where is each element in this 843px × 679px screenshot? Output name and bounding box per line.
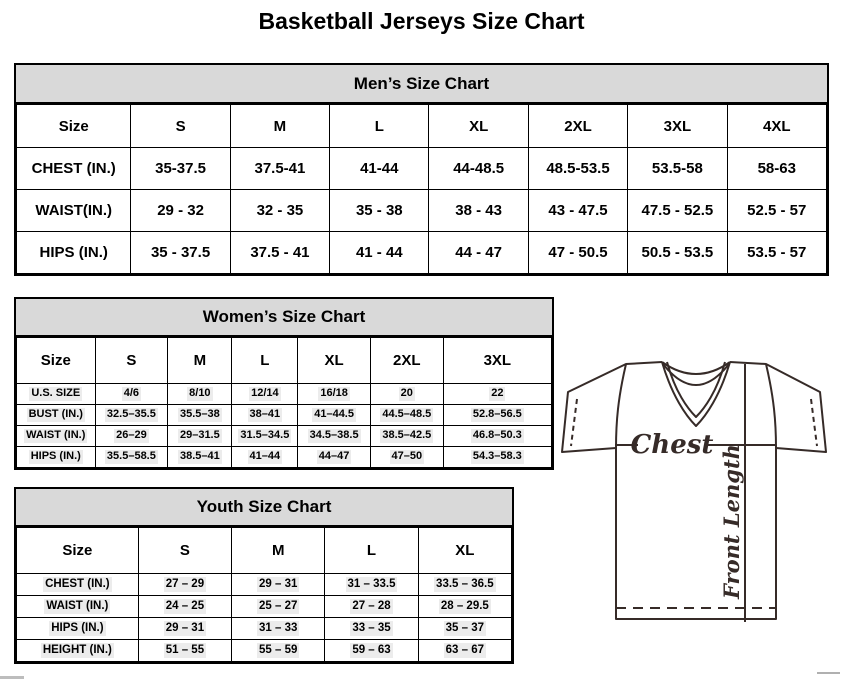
size-value-cell: 47–50 (370, 447, 443, 468)
row-label: HIPS (IN.) (17, 232, 131, 274)
right-sleeve-dashed-line (811, 399, 817, 446)
size-value-cell: 31.5–34.5 (232, 426, 298, 447)
size-value-cell: 59 – 63 (325, 640, 418, 662)
size-value-cell: 24 – 25 (138, 596, 231, 618)
size-value-cell: 53.5 - 57 (727, 232, 826, 274)
size-value-cell: 27 – 28 (325, 596, 418, 618)
size-value-cell: 32.5–35.5 (95, 405, 168, 426)
size-value-cell: 22 (443, 384, 551, 405)
row-label: WAIST (IN.) (17, 596, 139, 618)
womens-size-table (14, 297, 554, 470)
size-value-cell: 48.5-53.5 (528, 148, 627, 190)
page-title: Basketball Jerseys Size Chart (258, 8, 585, 34)
row-label: HIPS (IN.) (17, 618, 139, 640)
size-value-cell: 54.3–58.3 (443, 447, 551, 468)
size-value-cell: 35.5–38 (168, 405, 232, 426)
row-label: U.S. SIZE (17, 384, 96, 405)
size-column-header: 3XL (628, 105, 727, 148)
row-label: WAIST(IN.) (17, 190, 131, 232)
size-column-header: L (232, 338, 298, 384)
size-value-cell: 29 - 32 (131, 190, 230, 232)
size-value-cell: 8/10 (168, 384, 232, 405)
size-value-cell: 52.5 - 57 (727, 190, 826, 232)
size-column-header: XL (298, 338, 371, 384)
size-column-header: XL (418, 528, 511, 574)
jersey-outline-illustration (556, 356, 832, 672)
size-value-cell: 51 – 55 (138, 640, 231, 662)
size-value-cell: 50.5 - 53.5 (628, 232, 727, 274)
row-label: WAIST (IN.) (17, 426, 96, 447)
table-row (17, 405, 552, 426)
row-label: CHEST (IN.) (17, 148, 131, 190)
size-value-cell: 46.8–50.3 (443, 426, 551, 447)
mens-table-title: Men’s Size Chart (16, 65, 827, 104)
size-column-header: L (325, 528, 418, 574)
size-value-cell: 34.5–38.5 (298, 426, 371, 447)
size-header-cell: Size (17, 528, 139, 574)
size-value-cell: 41–44 (232, 447, 298, 468)
womens-table-title: Women’s Size Chart (16, 299, 552, 337)
youth-size-table (14, 487, 514, 664)
size-value-cell: 31 – 33.5 (325, 574, 418, 596)
row-label: HIPS (IN.) (17, 447, 96, 468)
table-row (17, 190, 827, 232)
table-row (17, 596, 512, 618)
size-value-cell: 33.5 – 36.5 (418, 574, 511, 596)
size-value-cell: 37.5-41 (230, 148, 329, 190)
table-row (17, 148, 827, 190)
chest-label: Chest (630, 430, 714, 460)
size-column-header: L (330, 105, 429, 148)
size-value-cell: 20 (370, 384, 443, 405)
size-value-cell: 38–41 (232, 405, 298, 426)
table-row (17, 640, 512, 662)
jersey-collar-arc-outer (662, 362, 730, 374)
size-column-header: XL (429, 105, 528, 148)
size-column-header: 2XL (528, 105, 627, 148)
mens-table-grid (16, 104, 827, 274)
youth-table-grid (16, 527, 512, 662)
youth-table-title: Youth Size Chart (16, 489, 512, 527)
size-value-cell: 29 – 31 (232, 574, 325, 596)
size-value-cell: 38.5–41 (168, 447, 232, 468)
size-value-cell: 44.5–48.5 (370, 405, 443, 426)
front-length-label: Front Length (719, 444, 744, 599)
size-value-cell: 35 - 38 (330, 190, 429, 232)
size-value-cell: 43 - 47.5 (528, 190, 627, 232)
size-value-cell: 41 - 44 (330, 232, 429, 274)
table-row (17, 618, 512, 640)
header-row (17, 528, 512, 574)
size-value-cell: 25 – 27 (232, 596, 325, 618)
table-row (17, 426, 552, 447)
size-value-cell: 58-63 (727, 148, 826, 190)
table-row (17, 574, 512, 596)
size-column-header: M (168, 338, 232, 384)
row-label: BUST (IN.) (17, 405, 96, 426)
jersey-body-outline (562, 362, 826, 619)
womens-table-grid (16, 337, 552, 468)
size-value-cell: 31 – 33 (232, 618, 325, 640)
jersey-left-armhole-seam (616, 364, 626, 448)
size-column-header: S (138, 528, 231, 574)
size-value-cell: 26–29 (95, 426, 168, 447)
size-value-cell: 63 – 67 (418, 640, 511, 662)
row-label: CHEST (IN.) (17, 574, 139, 596)
size-column-header: S (131, 105, 230, 148)
size-column-header: M (232, 528, 325, 574)
size-value-cell: 44–47 (298, 447, 371, 468)
size-value-cell: 38.5–42.5 (370, 426, 443, 447)
left-sleeve-dashed-line (571, 399, 577, 446)
size-column-header: M (230, 105, 329, 148)
size-value-cell: 29–31.5 (168, 426, 232, 447)
size-value-cell: 41–44.5 (298, 405, 371, 426)
size-header-cell: Size (17, 338, 96, 384)
header-row (17, 338, 552, 384)
size-value-cell: 38 - 43 (429, 190, 528, 232)
size-value-cell: 35 - 37.5 (131, 232, 230, 274)
table-row (17, 447, 552, 468)
size-value-cell: 55 – 59 (232, 640, 325, 662)
size-value-cell: 37.5 - 41 (230, 232, 329, 274)
size-header-cell: Size (17, 105, 131, 148)
size-value-cell: 35 – 37 (418, 618, 511, 640)
mens-size-table (14, 63, 829, 276)
size-column-header: S (95, 338, 168, 384)
size-value-cell: 44 - 47 (429, 232, 528, 274)
size-value-cell: 33 – 35 (325, 618, 418, 640)
table-row (17, 384, 552, 405)
size-value-cell: 35-37.5 (131, 148, 230, 190)
size-value-cell: 47.5 - 52.5 (628, 190, 727, 232)
size-value-cell: 35.5–58.5 (95, 447, 168, 468)
size-value-cell: 41-44 (330, 148, 429, 190)
size-column-header: 3XL (443, 338, 551, 384)
size-value-cell: 52.8–56.5 (443, 405, 551, 426)
jersey-measurement-diagram (556, 356, 832, 672)
size-value-cell: 27 – 29 (138, 574, 231, 596)
size-value-cell: 4/6 (95, 384, 168, 405)
size-value-cell: 28 – 29.5 (418, 596, 511, 618)
size-value-cell: 53.5-58 (628, 148, 727, 190)
table-row (17, 232, 827, 274)
size-value-cell: 16/18 (298, 384, 371, 405)
row-label: HEIGHT (IN.) (17, 640, 139, 662)
size-value-cell: 44-48.5 (429, 148, 528, 190)
size-value-cell: 32 - 35 (230, 190, 329, 232)
size-value-cell: 47 - 50.5 (528, 232, 627, 274)
size-value-cell: 12/14 (232, 384, 298, 405)
jersey-right-armhole-seam (766, 364, 776, 448)
size-value-cell: 29 – 31 (138, 618, 231, 640)
size-column-header: 4XL (727, 105, 826, 148)
size-column-header: 2XL (370, 338, 443, 384)
cropped-page-fragment-right (817, 672, 840, 674)
header-row (17, 105, 827, 148)
